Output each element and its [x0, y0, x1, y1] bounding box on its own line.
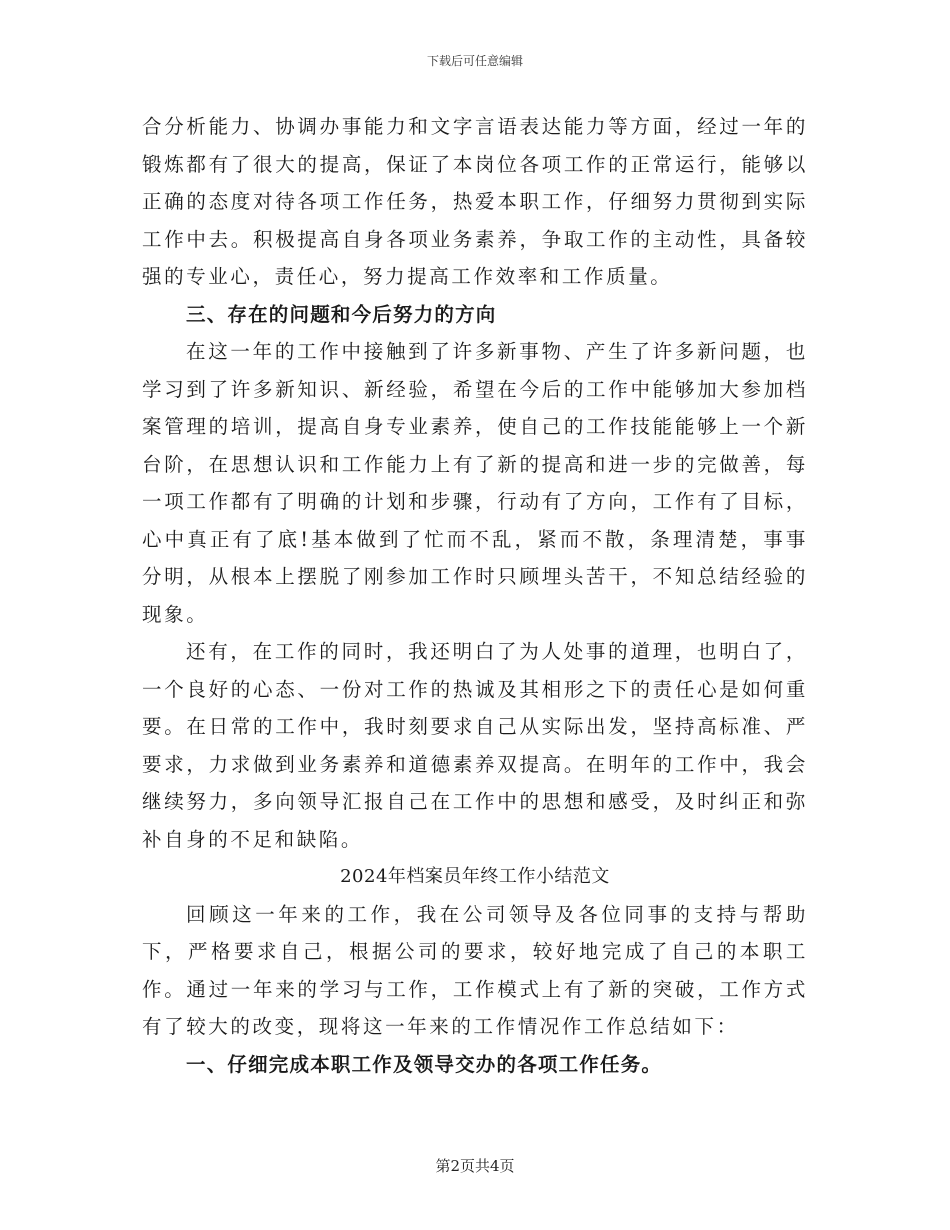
section-heading-problems: 三、存在的问题和今后努力的方向: [186, 302, 497, 326]
page-header-note: 下载后可任意编辑: [426, 54, 523, 68]
paragraph-new-knowledge: 在这一年的工作中接触到了许多新事物、产生了许多新问题，也学习到了许多新知识、新经验，希望在今后的工作中能够加大参加档案管理的培训，提高自身专业素养，使自己的工作技能能够上一个新台阶，在思想认识和工作能力上有了新的提高和进一步的完做善，每一项工作都有了明确的计划和步骤，行动有了方向，工作有了目标，心中真正有了底!基本做到了忙而不乱，紧而不散，条理清楚，事事分明，从根本上摆脱了刚参加工作时只顾埋头苦干，不知总结经验的现象。: [142, 340, 808, 626]
paragraph-review: 回顾这一年来的工作，我在公司领导及各位同事的支持与帮助下，严格要求自己，根据公司的要求，较好地完成了自己的本职工作。通过一年来的学习与工作，工作模式上有了新的突破，工作方式有了较大的改变，现将这一年来的工作情况作工作总结如下：: [142, 902, 808, 1038]
article-title: 2024年档案员年终工作小结范文: [340, 866, 610, 887]
paragraph-ability-summary: 合分析能力、协调办事能力和文字言语表达能力等方面，经过一年的锻炼都有了很大的提高，保证了本岗位各项工作的正常运行，能够以正确的态度对待各项工作任务，热爱本职工作，仔细努力贯彻到实际工作中去。积极提高自身各项业务素养，争取工作的主动性，具备较强的专业心，责任心，努力提高工作效率和工作质量。: [142, 115, 808, 288]
paragraph-attitude: 还有，在工作的同时，我还明白了为人处事的道理，也明白了，一个良好的心态、一份对工作的热诚及其相形之下的责任心是如何重要。在日常的工作中，我时刻要求自己从实际出发，坚持高标准、严要求，力求做到业务素养和道德素养双提高。在明年的工作中，我会继续努力，多向领导汇报自己在工作中的思想和感受，及时纠正和弥补自身的不足和缺陷。: [142, 640, 808, 851]
section-heading-duties: 一、仔细完成本职工作及领导交办的各项工作任务。: [186, 1052, 663, 1076]
document-body: [142, 108, 808, 1083]
page-number: 第2页共4页: [435, 1157, 515, 1175]
